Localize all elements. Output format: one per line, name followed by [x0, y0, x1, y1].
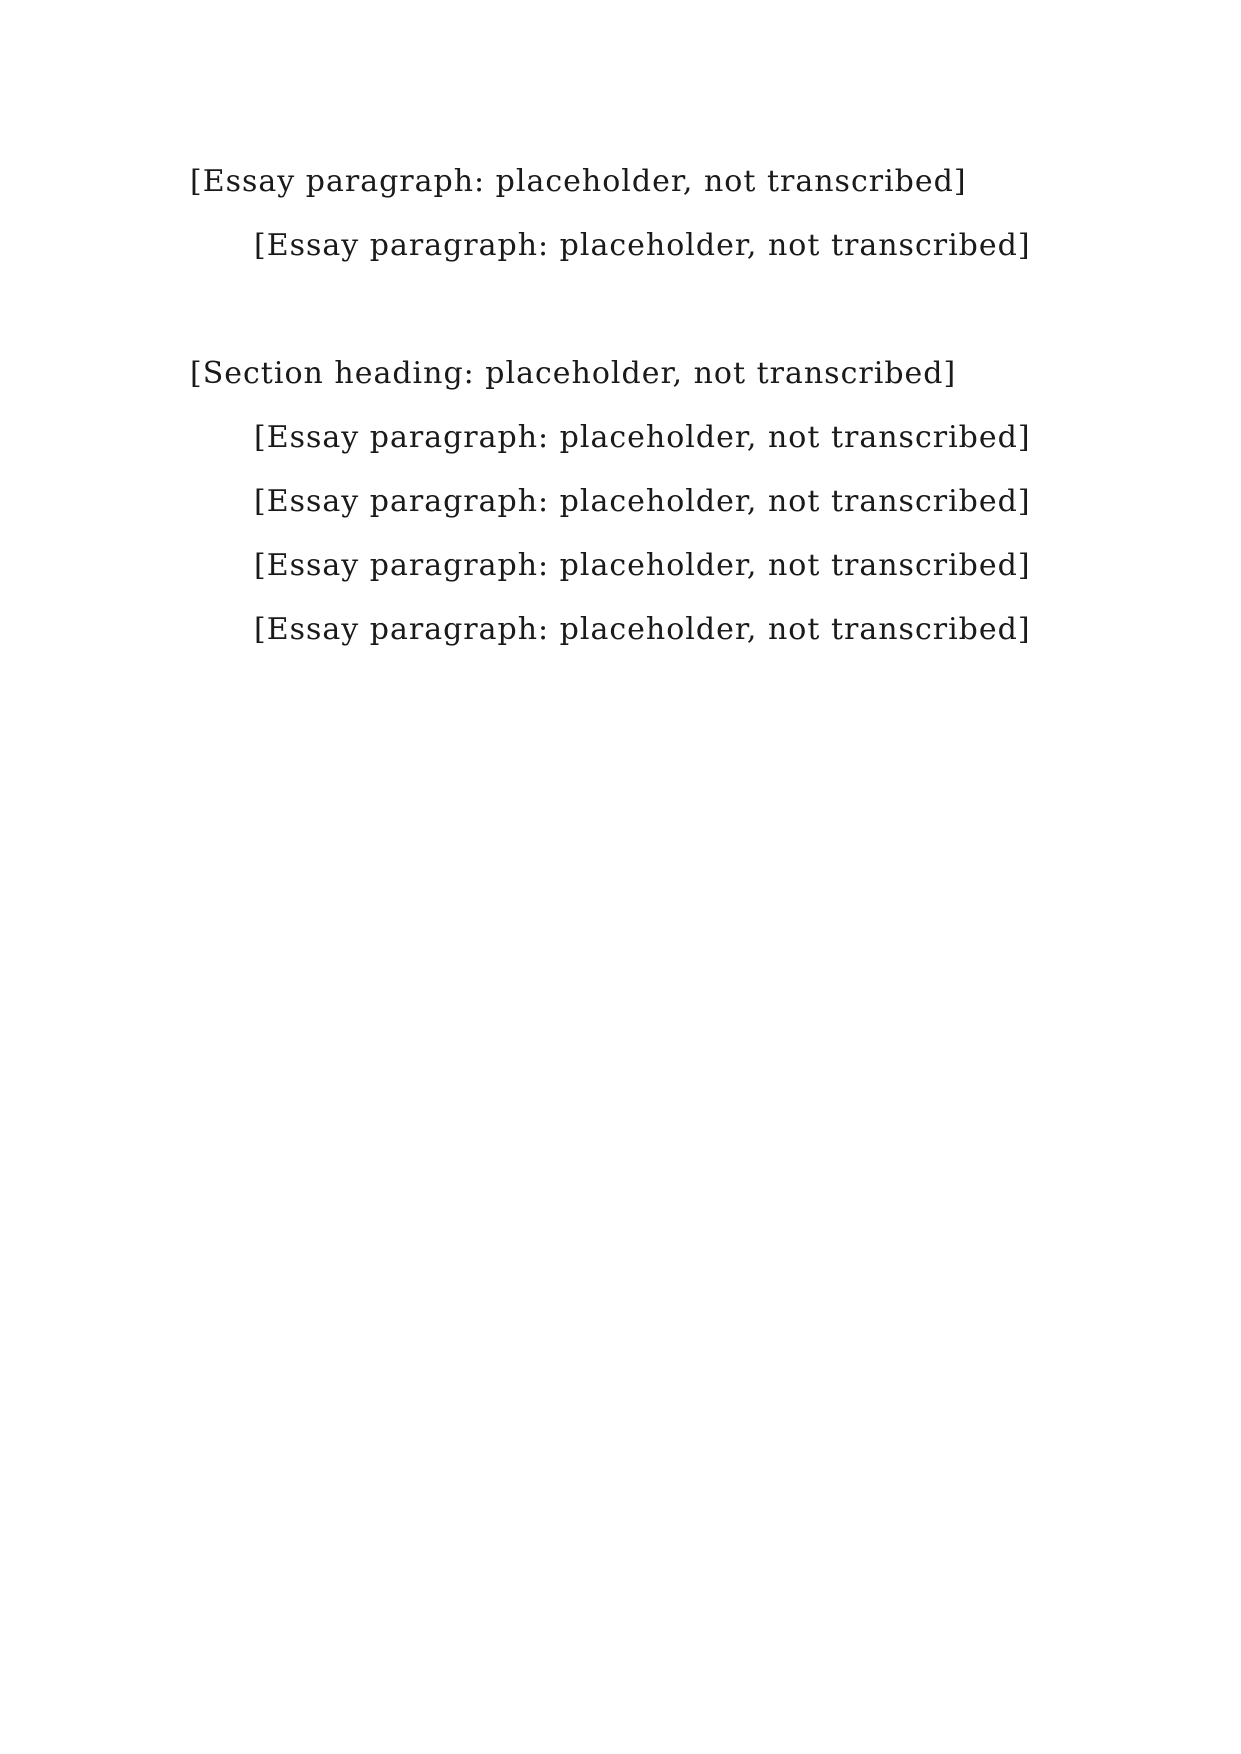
paragraph-2-4: [Essay paragraph: placeholder, not transcribed] [254, 612, 1031, 647]
paragraph-1-1: [Essay paragraph: placeholder, not transcribed] [190, 164, 967, 199]
paragraph-2-2: [Essay paragraph: placeholder, not transcribed] [254, 484, 1031, 519]
paragraph-2-1: [Essay paragraph: placeholder, not transcribed] [254, 420, 1031, 455]
section-title: [Section heading: placeholder, not transcribed] [190, 356, 957, 391]
section-spacer [190, 278, 1050, 342]
paragraph-2-3: [Essay paragraph: placeholder, not transcribed] [254, 548, 1031, 583]
document-body [190, 150, 1050, 662]
paragraph-1-2: [Essay paragraph: placeholder, not transcribed] [254, 228, 1031, 263]
